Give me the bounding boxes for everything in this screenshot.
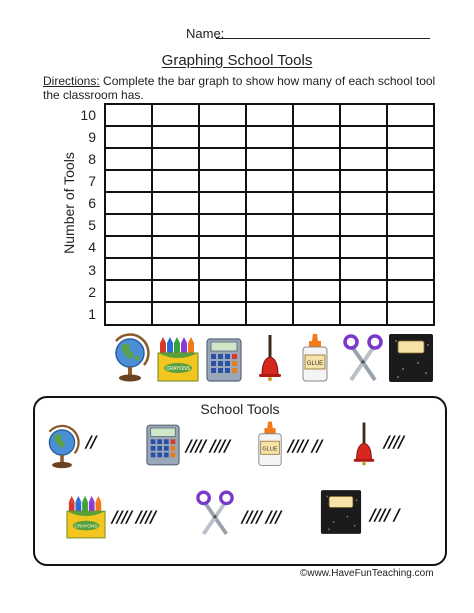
glue-icon [300,333,330,383]
globe-tally: // [86,432,96,451]
crayons-icon [66,494,106,540]
crayons-tally: //// //// [112,507,156,526]
y-tick: 8 [88,151,96,167]
y-tick: 10 [80,107,96,123]
y-tick: 3 [88,262,96,278]
calculator-icon [146,424,180,466]
school-tools-box [33,396,447,566]
glue-bottle-label: GLUE [306,361,324,367]
bell-tally: //// [384,432,404,451]
scissors-icon [343,334,383,384]
y-tick: 7 [88,173,96,189]
y-tick: 1 [88,306,96,322]
bell-icon [255,333,285,383]
notebook-icon [388,333,434,383]
calculator-icon [206,338,242,382]
y-axis-label: Number of Tools [61,152,77,254]
grid-row-line [106,191,433,193]
notebook-tally: //// / [370,505,399,524]
directions [43,74,443,102]
grid-row-line [106,301,433,303]
y-tick: 2 [88,284,96,300]
grid-row-line [106,279,433,281]
name-label: Name: [186,26,225,41]
glue-tally: //// // [288,436,322,455]
glue-icon [256,420,284,468]
directions-label: Directions: [43,74,100,88]
directions-text: Complete the bar graph to show how many of each school tool the classroom has. [43,74,436,102]
bar-graph-grid[interactable] [104,103,435,326]
y-tick: 4 [88,239,96,255]
y-tick: 9 [88,129,96,145]
scissors-icon [196,490,234,538]
grid-row-line [106,257,433,259]
grid-row-line [106,147,433,149]
notebook-icon [320,488,362,536]
crayons-icon [157,335,199,383]
copyright-text: ©www.HaveFunTeaching.com [300,568,434,579]
globe-icon [110,333,150,383]
scissors-tally: //// /// [242,507,281,526]
grid-row-line [106,169,433,171]
globe-icon [44,424,80,470]
grid-row-line [106,235,433,237]
glue-bottle-label: GLUE [262,446,278,453]
name-line [216,38,430,39]
y-tick: 6 [88,195,96,211]
grid-row-line [106,125,433,127]
y-tick: 5 [88,217,96,233]
bell-icon [350,420,378,468]
crayons-box-label: CRAYONS [165,366,191,372]
crayons-box-label: CRAYONS [74,524,98,530]
calculator-tally: //// //// [186,436,230,455]
page-title: Graphing School Tools [161,52,313,69]
grid-row-line [106,213,433,215]
school-tools-title: School Tools [200,401,280,417]
